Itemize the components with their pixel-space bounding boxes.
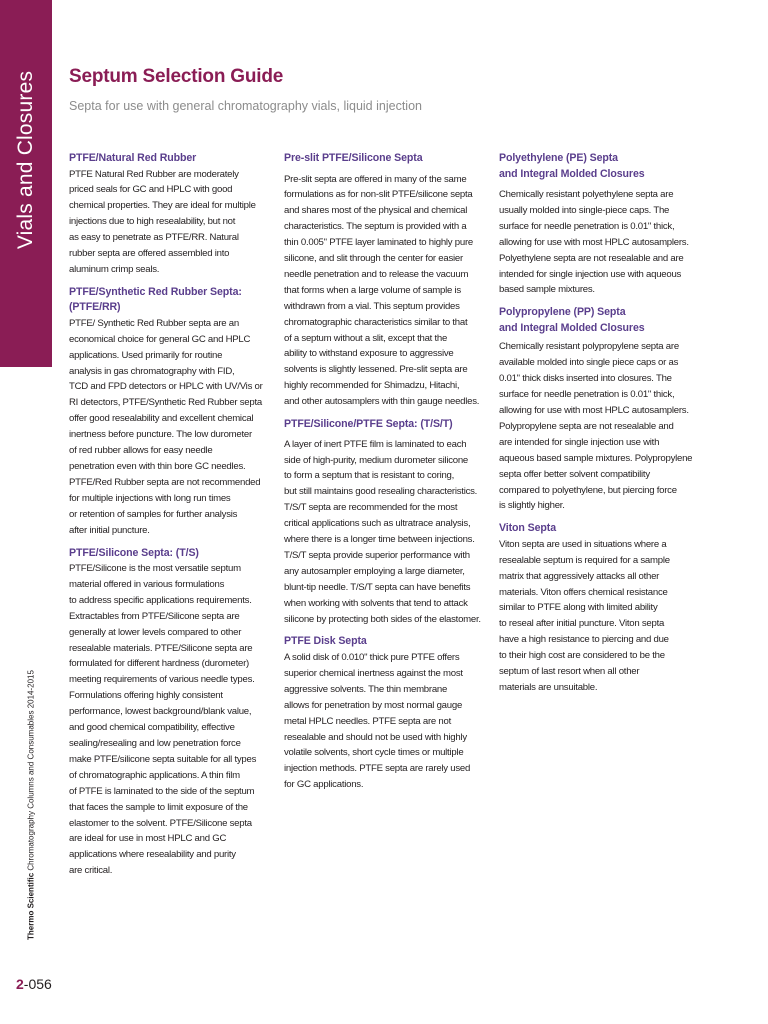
page-number	[16, 976, 52, 992]
section-heading: Polyethylene (PE) Septa and Integral Molded Closures	[499, 152, 645, 180]
section-body: A solid disk of 0.010" thick pure PTFE offers superior chemical inertness against the most aggressive solvents. The thin membrane allows for penetration by most normal gauge metal HPLC needles. PTFE septa are not resealable and should not be used with highly volatile solvents, short cycle times or multiple injection methods. PTFE septa are rarely used for GC applications.	[284, 651, 471, 791]
section-heading: PTFE/Silicone/PTFE Septa: (T/S/T)	[284, 418, 453, 431]
column-3	[499, 151, 707, 696]
section-body: PTFE/ Synthetic Red Rubber septa are an economical choice for general GC and HPLC applications. Used primarily for routine analysis in gas chromatography with FID, TCD and FPD detectors or HPLC with UV/Vis or RI detectors, PTFE/Synthetic Red Rubber septa offer good resealability and excellent chemical inertness before puncture. The low durometer of red rubber allows for easy needle penetration even with thin bore GC needles. PTFE/Red Rubber septa are not recommended for multiple injections with long run times or retention of samples for further analysis after initial puncture.	[69, 317, 263, 536]
column-1	[69, 151, 269, 879]
side-tab-label: Vials and Closures	[14, 70, 37, 250]
section-body: Chemically resistant polypropylene septa are available molded into single piece caps or as 0.01" thick disks inserted into closures. The surface for needle penetration is 0.01" thick, allowing for use with most HPLC autosamplers. Polypropylene septa are not resealable and are intended for single injection use with aqueous based sample mixtures. Polypropylene septa offer better solvent compatibility compared to polyethylene, but piercing force is slightly higher.	[499, 341, 693, 512]
side-footer	[27, 670, 36, 940]
section-body: PTFE/Silicone is the most versatile septum material offered in various formulations to address specific applications requirements. Extractables from PTFE/Silicone septa are generally at lower levels compared to other resealable materials. PTFE/Silicone septa are formulated for different hardness (durometer) meeting requirements of various needle types. Formulations offering highly consistent performance, lowest background/blank value, and good chemical compatibility, effective sealing/resealing and low penetration force make PTFE/silicone septa suitable for all types of chromatographic applications. A thin film of PTFE is laminated to the side of the septum that faces the sample to limit exposure of the elastomer to the solvent. PTFE/Silicone septa are ideal for use in most HPLC and GC applications where resealability and purity are critical.	[69, 563, 257, 877]
page-number-rest: -056	[23, 976, 52, 992]
section-body: Chemically resistant polyethylene septa are usually molded into single-piece caps. The surface for needle penetration is 0.01" thick, allowing for use with most HPLC autosamplers. Polyethylene septa are not resealable and are intended for single injection use with aqueous based sample mixtures.	[499, 189, 689, 296]
page-chapter: 2	[16, 976, 24, 992]
section-heading: PTFE/Synthetic Red Rubber Septa: (PTFE/RR)	[69, 285, 242, 314]
section-heading: PTFE/Natural Red Rubber	[69, 152, 197, 164]
section-heading: Viton Septa	[499, 522, 556, 535]
section-heading: Polypropylene (PP) Septa and Integral Molded Closures	[499, 306, 645, 334]
column-2	[284, 151, 488, 793]
section-heading: Pre-slit PTFE/Silicone Septa	[284, 152, 423, 164]
section-body: A layer of inert PTFE film is laminated to each side of high-purity, medium durometer silicone to form a septum that is resistant to coring, but still maintains good resealing characteristics. T/S/T septa are recommended for the most critical applications such as ultratrace analysis, where there is a longer time between injections. T/S/T septa provide superior performance with any autosampler employing a large diameter, blunt-tip needle. T/S/T septa can have benefits when working with solvents that tend to attack silicone by protecting both sides of the elastomer.	[284, 438, 481, 625]
footer-text: Chromatography Columns and Consumables 2014-2015	[26, 670, 36, 873]
footer-brand: Thermo Scientific	[26, 872, 36, 940]
section-body: Viton septa are used in situations where a resealable septum is required for a sample matrix that aggressively attacks all other materials. Viton offers chemical resistance similar to PTFE along with limited ability to reseal after initial puncture. Viton septa have a high resistance to piercing and due to their high cost are considered to be the septum of last resort when all other materials are unsuitable.	[499, 538, 670, 693]
section-body: PTFE Natural Red Rubber are moderately priced seals for GC and HPLC with good chemical properties. They are ideal for multiple injections due to high resealability, but not as easy to penetrate as PTFE/RR. Natural rubber septa are offered assembled into aluminum crimp seals.	[69, 168, 256, 275]
page-title: Septum Selection Guide	[69, 66, 284, 87]
section-body: Pre-slit septa are offered in many of the same formulations as for non-slit PTFE/silicone septa and shares most of the physical and chemical characteristics. The septum is provided with a thin 0.005" PTFE layer laminated to highly pure silicone, and slit through the center for easier needle penetration and to release the vacuum that forms when a large volume of sample is withdrawn from a vial. This septum provides chromatographic characteristics similar to that of a septum without a slit, except that the ability to withstand exposure to aggressive solvents is slightly lessened. Pre-slit septa are highly recommended for Shimadzu, Hitachi, and other autosamplers with thin gauge needles.	[284, 173, 480, 408]
section-heading: PTFE/Silicone Septa: (T/S)	[69, 546, 199, 559]
section-heading: PTFE Disk Septa	[284, 635, 367, 648]
side-tab	[0, 0, 52, 367]
page-subtitle: Septa for use with general chromatography vials, liquid injection	[69, 99, 422, 113]
